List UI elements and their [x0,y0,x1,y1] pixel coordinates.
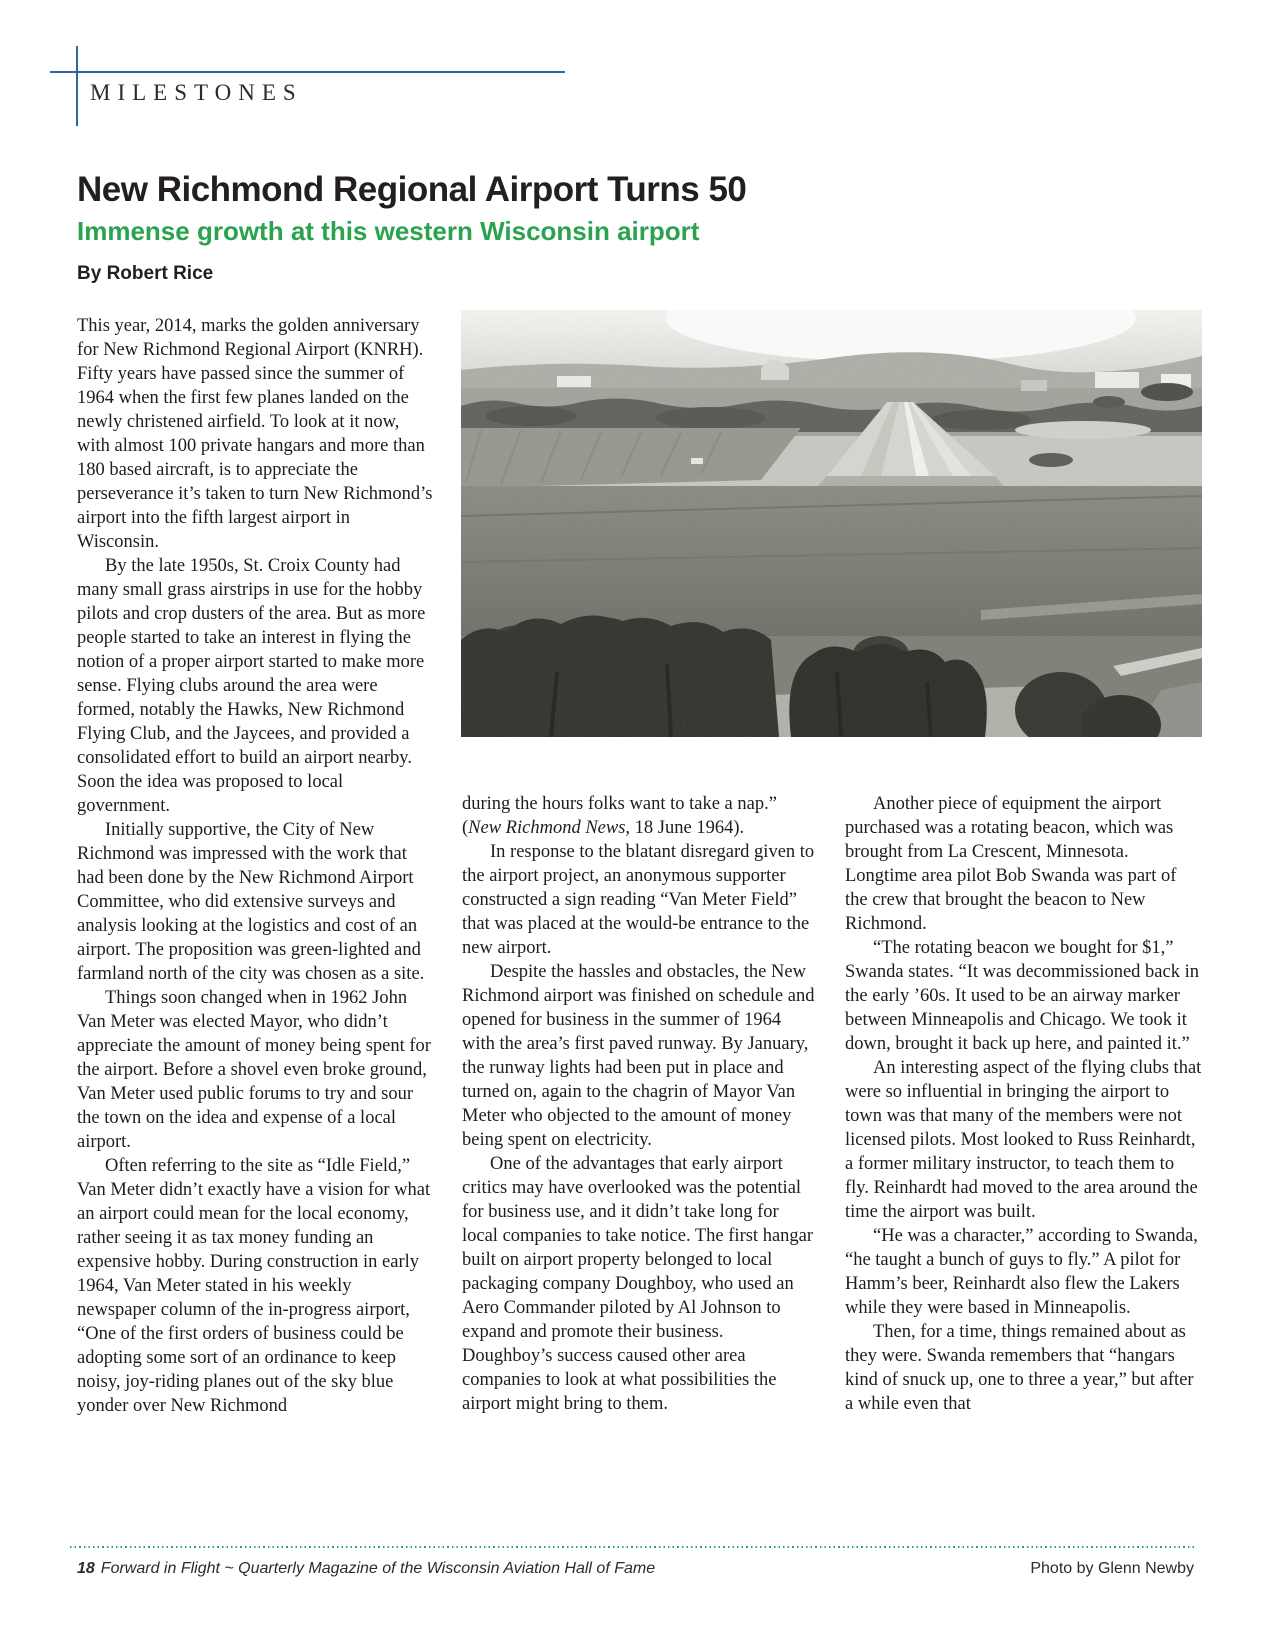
masthead-horizontal-rule [50,71,565,73]
paragraph: “The rotating beacon we bought for $1,” Swanda states. “It was decommissioned back in the early ’60s. It used to be an airway marker between Minneapolis and Chicago. We took it down, brought it back up here, and painted it.” [845,938,1199,1054]
paragraph: Often referring to the site as “Idle Field,” Van Meter didn’t exactly have a vision for what an airport could mean for the local economy, rather seeing it as tax money funding an expensive hobby. During construction in early 1964, Van Meter stated in his weekly newspaper column of the in-progress airport, “One of the first orders of business could be adopting some sort of an ordinance to keep noisy, joy-riding planes out of the sky blue yonder over New Richmond [77,1156,431,1416]
paragraph: Another piece of equipment the airport purchased was a rotating beacon, which was brought from La Crescent, Minnesota. Longtime area pilot Bob Swanda was part of the crew that brought the beacon to New Richmond. [845,794,1177,934]
paragraph: An interesting aspect of the flying clubs that were so influential in bringing the airport to town was that many of the members were not licensed pilots. Most looked to Russ Reinhardt, a former military instructor, to teach them to fly. Reinhardt had moved to the area around the time the airport was built. [845,1058,1202,1222]
article-photo [461,310,1202,737]
text-column-1 [77,314,434,1418]
paragraph: In response to the blatant disregard given to the airport project, an anonymous supporter constructed a sign reading “Van Meter Field” that was placed at the would-be entrance to the new airport. [462,842,815,958]
paragraph: Then, for a time, things remained about as they were. Swanda remembers that “hangars kind of snuck up, one to three a year,” but after a while even that [845,1322,1194,1414]
masthead-vertical-rule [76,46,78,126]
paragraph-text: during the hours folks want to take a nap.” ( [462,794,777,838]
paragraph: By the late 1950s, St. Croix County had many small grass airstrips in use for the hobby pilots and crop dusters of the area. But as more people started to take an interest in flying the notion of a proper airport started to make more sense. Flying clubs around the area were formed, notably the Hawks, New Richmond Flying Club, and the Jaycees, and provided a consolidated effort to build an airport nearby. Soon the idea was proposed to local government. [77,556,426,816]
text-column-3 [845,792,1202,1416]
photo-credit: Photo by Glenn Newby [1030,1560,1194,1577]
text-column-2 [462,792,818,1416]
paragraph: This year, 2014, marks the golden anniversary for New Richmond Regional Airport (KNRH). Fifty years have passed since the summer of 1964 when the first few planes landed on the newly christened airfield. To look at it now, with almost 100 private hangars and more than 180 based aircraft, is to appreciate the perseverance it’s taken to turn New Richmond’s airport into the fifth largest airport in Wisconsin. [77,316,433,552]
paragraph: Initially supportive, the City of New Richmond was impressed with the work that had been done by the New Richmond Airport Committee, who did extensive surveys and analysis looking at the logistics and cost of an airport. The proposition was green-lighted and farmland north of the city was chosen as a site. [77,820,425,984]
paragraph: Things soon changed when in 1962 John Van Meter was elected Mayor, who didn’t appreciate the amount of money being spent for the airport. Before a shovel even broke ground, Van Meter used public forums to try and sour the town on the idea and expense of a local airport. [77,988,431,1152]
footer-dotted-rule [70,1546,1194,1548]
publication-name: New Richmond News [468,818,626,838]
paragraph: “He was a character,” according to Swanda, “he taught a bunch of guys to fly.” A pilot for Hamm’s beer, Reinhardt also flew the Lakers while they were based in Minneapolis. [845,1226,1198,1318]
page-number: 18 [77,1560,95,1577]
footer [77,1560,1194,1578]
paragraph: One of the advantages that early airport critics may have overlooked was the potential for business use, and it didn’t take long for local companies to take notice. The first hangar built on airport property belonged to local packaging company Doughboy, who used an Aero Commander piloted by Al Johnson to expand and promote their business. Doughboy’s success caused other area companies to look at what possibilities the airport might bring to them. [462,1154,814,1414]
article-title: New Richmond Regional Airport Turns 50 [77,170,747,209]
article-subtitle: Immense growth at this western Wisconsin airport [77,216,700,246]
magazine-name: Forward in Flight ~ Quarterly Magazine of the Wisconsin Aviation Hall of Fame [100,1560,656,1577]
paragraph-text: , 18 June 1964). [625,818,745,838]
byline: By Robert Rice [77,263,214,284]
paragraph: Despite the hassles and obstacles, the New Richmond airport was finished on schedule and opened for business in the summer of 1964 with the area’s first paved runway. By January, the runway lights had been put in place and turned on, again to the chagrin of Mayor Van Meter who objected to the amount of money being spent on electricity. [462,962,815,1150]
footer-magazine-info [77,1560,655,1578]
section-label: MILESTONES [90,80,303,105]
aerial-runway-photo-illustration [461,310,1202,737]
paragraph [462,792,818,840]
